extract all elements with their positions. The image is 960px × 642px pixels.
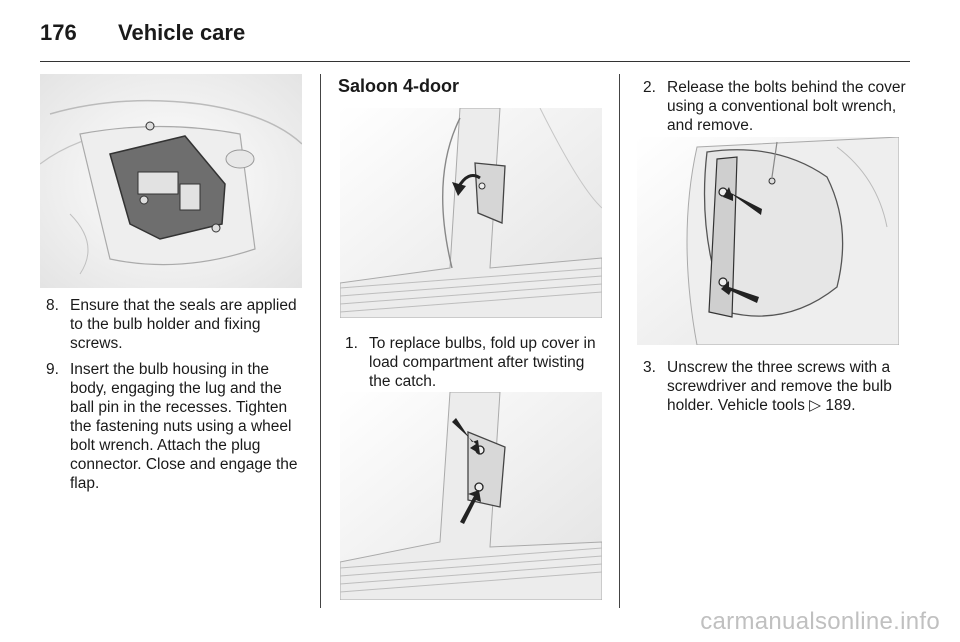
column-divider-right [619, 74, 620, 608]
step-9 [46, 360, 308, 493]
load-compartment-cover-illustration [340, 108, 602, 318]
step-8 [46, 296, 308, 353]
page-number: 176 [40, 20, 77, 45]
step-text: To replace bulbs, fold up cover in load compartment after twisting the catch. [369, 335, 596, 390]
header-rule [40, 61, 910, 62]
column-divider-left [320, 74, 321, 608]
step-text: Insert the bulb housing in the body, engaging the lug and the ball pin in the recesses. Tighten the fastening nuts using a wheel bolt wrench. Attach the plug connector. Close and engage the flap. [70, 361, 298, 492]
step-number: 1. [345, 335, 358, 352]
section-heading: Saloon 4-door [338, 76, 459, 96]
step-text: Ensure that the seals are applied to the bulb holder and fixing screws. [70, 297, 297, 352]
middle-step-list [345, 334, 607, 398]
step-text: Release the bolts behind the cover using a conventional bolt wrench, and remove. [667, 79, 906, 134]
watermark: carmanualsonline.info [700, 608, 940, 635]
step-number: 9. [46, 361, 59, 378]
step-number: 8. [46, 297, 59, 314]
step-number: 2. [643, 79, 656, 96]
cover-bolts-illustration [340, 392, 602, 600]
right-step-list-bottom [643, 358, 913, 422]
page-title: Vehicle care [118, 20, 246, 45]
page-header [40, 14, 920, 54]
step-number: 3. [643, 359, 656, 376]
step-2 [643, 78, 913, 135]
step-text: Unscrew the three screws with a screwdriver and remove the bulb holder. Vehicle tools ▷ 189. [667, 359, 892, 414]
tail-light-bulb-holder-illustration [40, 74, 302, 288]
step-3 [643, 358, 913, 415]
right-step-list-top [643, 78, 913, 142]
left-step-list [46, 296, 308, 500]
step-1 [345, 334, 607, 391]
bolts-behind-cover-illustration [637, 137, 899, 345]
